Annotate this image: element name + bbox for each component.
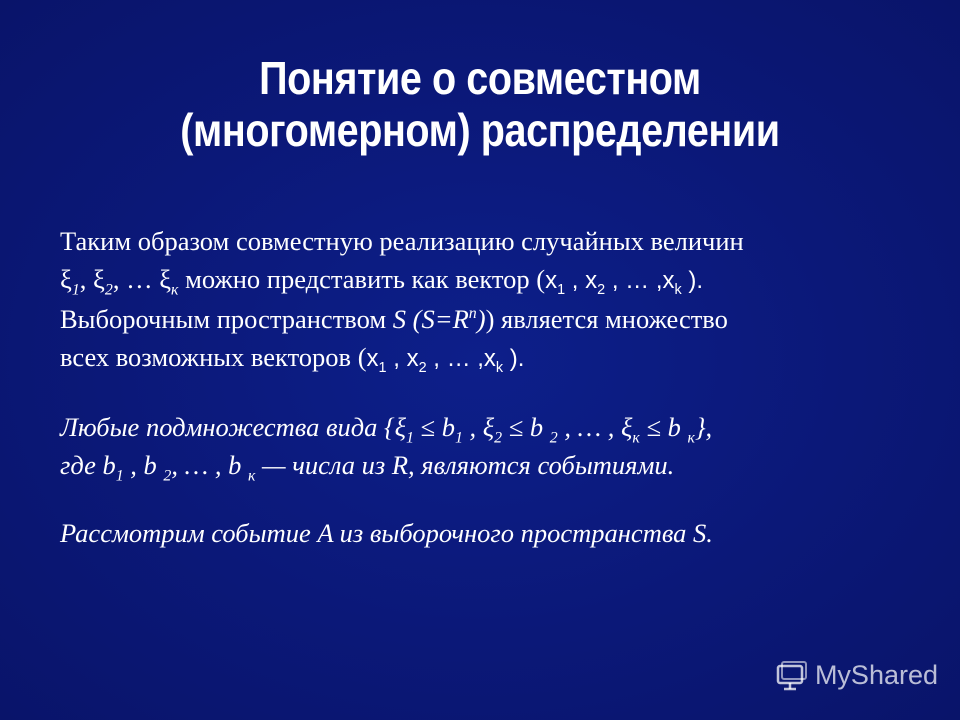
p1-line-4: всех возможных векторов ($x_1$ , $x_2$ , … $,x_k$ ). [60,342,525,376]
p1-line-3: Выборочным пространством S $(S=R^n)$) является множество [60,304,728,334]
p1-line-2: $\xi_1$, $\xi_2$, … $\xi_к$ можно представить как вектор ($x_1$ , $x_2$ , … $,x_k$ ). [60,264,704,299]
myshared-logo-icon [775,658,809,692]
myshared-watermark [775,658,938,692]
p2-line-2: где $b_1$ , b $_2$, … , b $_к$ — числа из R, являются событиями. [60,450,675,485]
p2-line-1: Любые подмножества вида {$\xi_1 \le b_1$ , $\xi_2 \le b$ $_2$ , … , $\xi_к \le b$ $_к$}, [60,412,713,447]
p3-line: Рассмотрим событие A из выборочного пространства S. [60,518,713,548]
slide-title [67,52,893,156]
title-line-1: Понятие о совместном [259,52,701,104]
slide-body [60,222,920,552]
title-line-2: (многомерном) распределении [180,104,780,156]
p1-line-1: Таким образом совместную реализацию случайных величин [60,226,744,256]
watermark-text: MyShared [814,659,938,690]
